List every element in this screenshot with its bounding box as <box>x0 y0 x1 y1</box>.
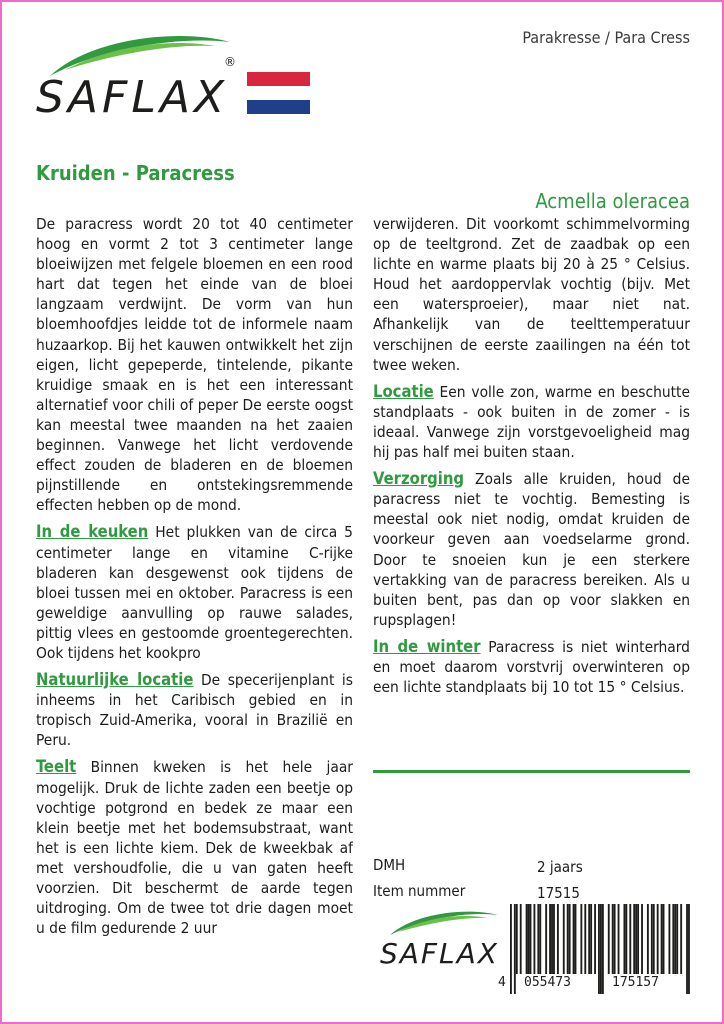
barcode-digits-right: 175157 <box>612 975 659 990</box>
barcode-bar <box>676 904 678 974</box>
barcode-bar <box>590 904 592 974</box>
barcode-digits-left: 055473 <box>524 975 571 990</box>
barcode-bar <box>608 904 610 974</box>
dmh-label: DMH <box>373 856 406 874</box>
barcode-bar <box>567 904 569 974</box>
barcode-bar <box>686 904 688 994</box>
barcode-digit-first: 4 <box>498 975 506 990</box>
barcode-bar <box>598 904 600 994</box>
barcode-bar <box>551 904 553 974</box>
registered-mark: ® <box>224 55 236 69</box>
teelt-continued-text: verwijderen. Dit voorkomt schimmelvorming op de teeltgrond. Zet de zaadbak op een lichte en warme plaats bij 20 à 25 ° Celsius. Houd het aardoppervlak vochtig (bijv. Met een watersproeier), maar niet nat. Afhankelijk van de teelttemperatuur verschijnen de eerste zaailingen na één tot twee weken. <box>373 215 690 374</box>
logo-wordmark: SAFLAX <box>36 72 229 123</box>
teelt-section <box>36 757 353 938</box>
dutch-flag-icon <box>247 72 310 114</box>
barcode-bar <box>635 904 637 974</box>
small-logo-swoosh-icon <box>376 905 506 975</box>
latin-name: Acmella oleracea <box>535 189 690 213</box>
barcode-bar <box>569 904 571 974</box>
barcode-bar <box>625 904 627 974</box>
barcode-bar <box>563 904 565 974</box>
barcode-bar <box>594 904 596 974</box>
barcode-bar <box>680 904 682 974</box>
intro-text: De paracress wordt 20 tot 40 centimeter hoog en vormt 2 tot 3 centimeter lange bloeiwijzen met felgele bloemen en een rood hart dat tegen het einde van de bloei langzaam verdwijnt. De vorm van hun bloemhoofdjes leidde tot de informele naam huzaarkop. Bij het kauwen ontwikkelt het zijn eigen, licht gepeperde, tintelende, pikante kruidige smaak en is het een interessant alternatief voor chili of peper De eerste oogst kan meestal twee maanden na het zaaien beginnen. Vanwege het licht verdovende effect zouden de bladeren en de bloemen pijnstillende en ontstekingsremmende effecten hebben op de mond. <box>36 215 353 515</box>
item-number-label: Item nummer <box>373 882 466 900</box>
barcode-bar <box>614 904 616 974</box>
intro-paragraph <box>36 214 353 515</box>
barcode-bar <box>530 904 532 974</box>
barcode-bar <box>510 904 512 994</box>
kitchen-text: Het plukken van de circa 5 centimeter lange en vitamine C-rijke bladeren kan desgewenst ook tijdens de bloei tussen mei en oktober. Paracress is een geweldige aanvulling op rauwe salades, pittig vlees en gestoomde groentegerechten. Ook tijdens het kookpro <box>36 523 353 662</box>
care-section <box>373 469 690 630</box>
location-section <box>373 382 690 462</box>
kitchen-heading: In de keuken <box>36 522 149 542</box>
barcode-bar <box>580 904 582 974</box>
right-column <box>373 214 690 704</box>
barcode-bar <box>637 904 639 974</box>
barcode-bar <box>573 904 575 974</box>
location-text: Een volle zon, warme en beschutte standplaats - ook buiten in de zomer - is ideaal. Vanwege zijn vorstgevoeligheid mag hij pas half mei buiten staan. <box>373 382 690 462</box>
barcode-bar <box>545 904 547 974</box>
barcode-bar <box>688 904 690 994</box>
barcode-bar <box>672 904 674 974</box>
barcode-bar <box>647 904 649 974</box>
page-title: Kruiden - Paracress <box>36 161 235 185</box>
barcode-bar <box>661 904 663 974</box>
kitchen-section <box>36 522 353 663</box>
barcode-bar <box>612 904 614 974</box>
left-column <box>36 214 353 984</box>
barcode-bar <box>537 904 539 974</box>
barcode-bar <box>526 904 528 974</box>
location-heading: Locatie <box>373 381 434 401</box>
dmh-value: 2 jaars <box>537 858 583 876</box>
barcode-bar <box>584 904 586 974</box>
natural-location-section <box>36 670 353 750</box>
barcode-bar <box>549 904 551 974</box>
barcode-bar <box>514 904 516 994</box>
care-text: Zoals alle kruiden, houd de paracress niet te vochtig. Bemesting is meestal ook niet nodig, omdat kruiden de voorkeur geven aan voedselarme grond. Door te snoeien kun je een sterkere vertakking van de paracress bereiken. Als u buiten bent, pas dan op voor slakken en rupsplagen! <box>373 470 690 629</box>
barcode-bar <box>641 904 643 974</box>
winter-heading: In de winter <box>373 636 481 656</box>
item-number-value: 17515 <box>537 884 580 902</box>
barcode-bar <box>533 904 535 974</box>
barcode-bar <box>623 904 625 974</box>
barcode-bar <box>653 904 655 974</box>
barcode-bar <box>602 904 604 994</box>
barcode-bar <box>633 904 635 974</box>
section-divider <box>373 770 690 773</box>
barcode-bar <box>539 904 541 974</box>
saflax-logo <box>30 28 240 123</box>
winter-text: Paracress is niet winterhard en moet daarom vorstvrij overwinteren op een lichte standplaats bij 10 tot 15 ° Celsius. <box>373 637 690 697</box>
barcode-bar <box>588 904 590 974</box>
barcode-bar <box>520 904 522 974</box>
natural-location-heading: Natuurlijke locatie <box>36 670 194 690</box>
saflax-logo-small <box>376 905 506 975</box>
winter-section <box>373 637 690 697</box>
barcode-bar <box>668 904 670 974</box>
barcode-bar <box>575 904 577 974</box>
barcode-bar <box>663 904 665 974</box>
care-heading: Verzorging <box>373 469 465 489</box>
barcode-bar <box>557 904 559 974</box>
barcode-bar <box>657 904 659 974</box>
barcode-bar <box>674 904 676 974</box>
barcode-bar <box>516 904 518 974</box>
barcode-bar <box>618 904 620 974</box>
teelt-text: Binnen kweken is het hele jaar mogelijk. Druk de lichte zaden een beetje op vochtige potgrond en bedek ze maar een klein beetje met het bodemsubstraat, want het is een lichte kiem. Dek de kweekbak af met vershoudfolie, die u van gaten heeft voorzien. Dit beschermt de aarde tegen uitdroging. Om de twee tot drie dagen moet u de film gedurende 2 uur <box>36 758 353 938</box>
product-name: Parakresse / Para Cress <box>522 28 690 47</box>
barcode-bar <box>553 904 555 974</box>
barcode-bar <box>528 904 530 974</box>
teelt-heading: Teelt <box>36 757 77 777</box>
barcode-bar <box>600 904 602 994</box>
natural-location-text: De specerijenplant is inheems in het Caribisch gebied en in tropisch Zuid-Amerika, vooral in Brazilië en Peru. <box>36 671 353 750</box>
teelt-continued-paragraph <box>373 214 690 375</box>
barcode-bar <box>651 904 653 974</box>
barcode-bar <box>629 904 631 974</box>
small-logo-wordmark: SAFLAX <box>380 937 499 970</box>
